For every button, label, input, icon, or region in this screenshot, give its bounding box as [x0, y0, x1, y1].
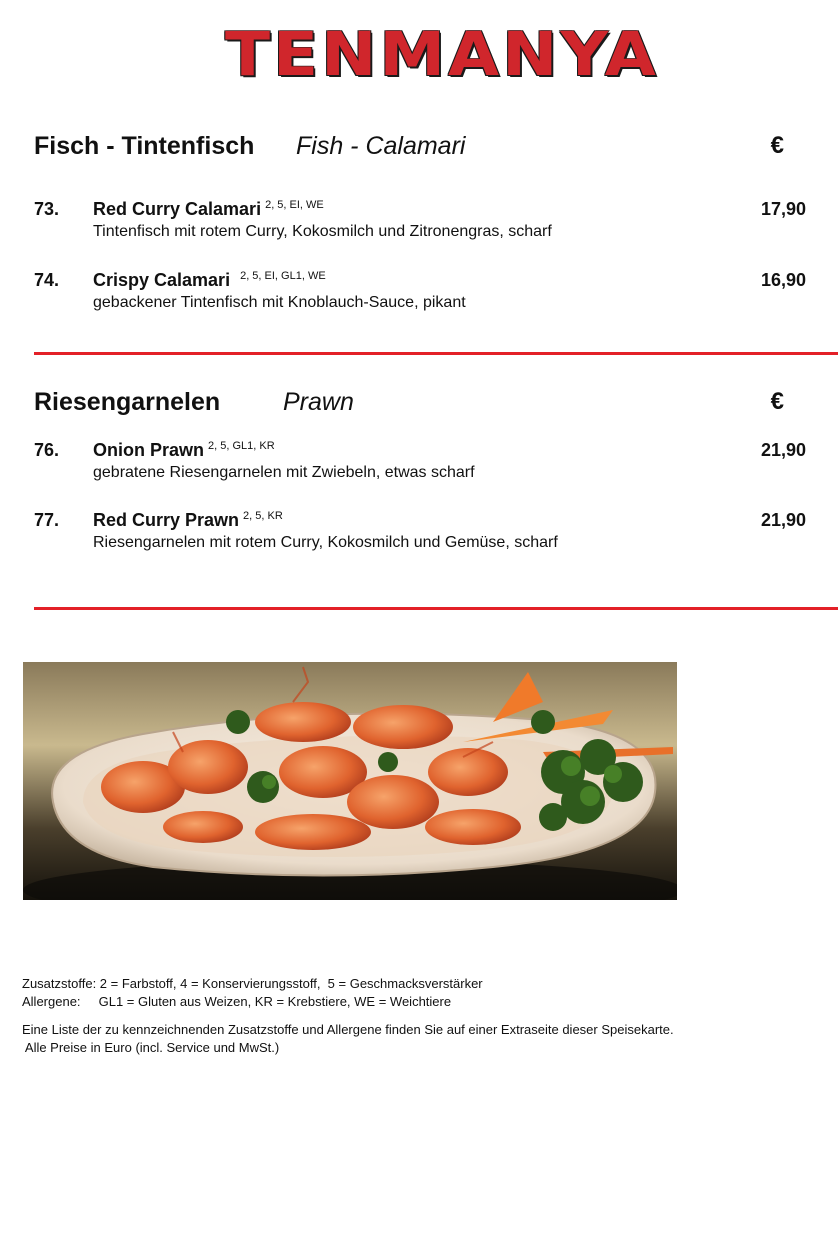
price-note: Alle Preise in Euro (incl. Service und MwSt.)	[22, 1040, 280, 1055]
item-description: Tintenfisch mit rotem Curry, Kokosmilch und Zitronengras, scharf	[93, 223, 552, 240]
item-allergen-codes: 2, 5, GL1, KR	[208, 440, 275, 452]
item-price: 17,90	[760, 199, 806, 219]
item-price: 16,90	[760, 270, 806, 290]
item-title	[93, 510, 283, 531]
item-title	[93, 199, 324, 220]
allergens-legend: Allergene: GL1 = Gluten aus Weizen, KR = Krebstiere, WE = Weichtiere	[22, 994, 452, 1009]
item-name: Crispy Calamari	[93, 270, 231, 290]
item-price: 21,90	[760, 510, 806, 530]
menu-item-74	[34, 270, 806, 330]
currency-symbol: €	[770, 388, 784, 415]
restaurant-logo	[0, 14, 839, 94]
section-header-fish-calamari	[34, 132, 806, 166]
menu-item-76	[34, 440, 806, 500]
item-title	[93, 270, 326, 291]
item-description: Riesengarnelen mit rotem Curry, Kokosmilch und Gemüse, scharf	[93, 534, 558, 551]
item-allergen-codes: 2, 5, EI, GL1, WE	[240, 270, 326, 282]
item-allergen-codes: 2, 5, EI, WE	[265, 199, 324, 211]
item-number: 76.	[34, 440, 60, 460]
section-title-en: Fish - Calamari	[296, 132, 466, 160]
currency-symbol: €	[770, 132, 784, 159]
item-price: 21,90	[760, 440, 806, 460]
additives-legend: Zusatzstoffe: 2 = Farbstoff, 4 = Konservierungsstoff, 5 = Geschmacksverstärker	[22, 976, 483, 991]
item-allergen-codes: 2, 5, KR	[243, 510, 283, 522]
item-number: 73.	[34, 199, 60, 219]
section-title-de: Riesengarnelen	[34, 388, 221, 416]
section-divider	[34, 607, 838, 610]
section-title-de: Fisch - Tintenfisch	[34, 132, 255, 160]
item-number: 74.	[34, 270, 60, 290]
item-number: 77.	[34, 510, 60, 530]
item-description: gebackener Tintenfisch mit Knoblauch-Sauce, pikant	[93, 294, 466, 311]
item-title	[93, 440, 275, 461]
logo-text: TENMANYA	[225, 19, 659, 90]
item-name: Red Curry Calamari	[93, 199, 262, 219]
section-title-en: Prawn	[283, 388, 354, 416]
section-header-prawn	[34, 388, 806, 422]
menu-item-73	[34, 199, 806, 259]
item-name: Onion Prawn	[93, 440, 205, 460]
menu-item-77	[34, 510, 806, 570]
section-divider	[34, 352, 838, 355]
footnotes	[22, 975, 674, 1057]
item-description: gebratene Riesengarnelen mit Zwiebeln, etwas scharf	[93, 464, 475, 481]
allergen-list-note: Eine Liste der zu kennzeichnenden Zusatzstoffe und Allergene finden Sie auf einer Extraseite dieser Speisekarte.	[22, 1022, 674, 1037]
item-name: Red Curry Prawn	[93, 510, 240, 530]
prawn-dish-photo	[23, 662, 677, 900]
